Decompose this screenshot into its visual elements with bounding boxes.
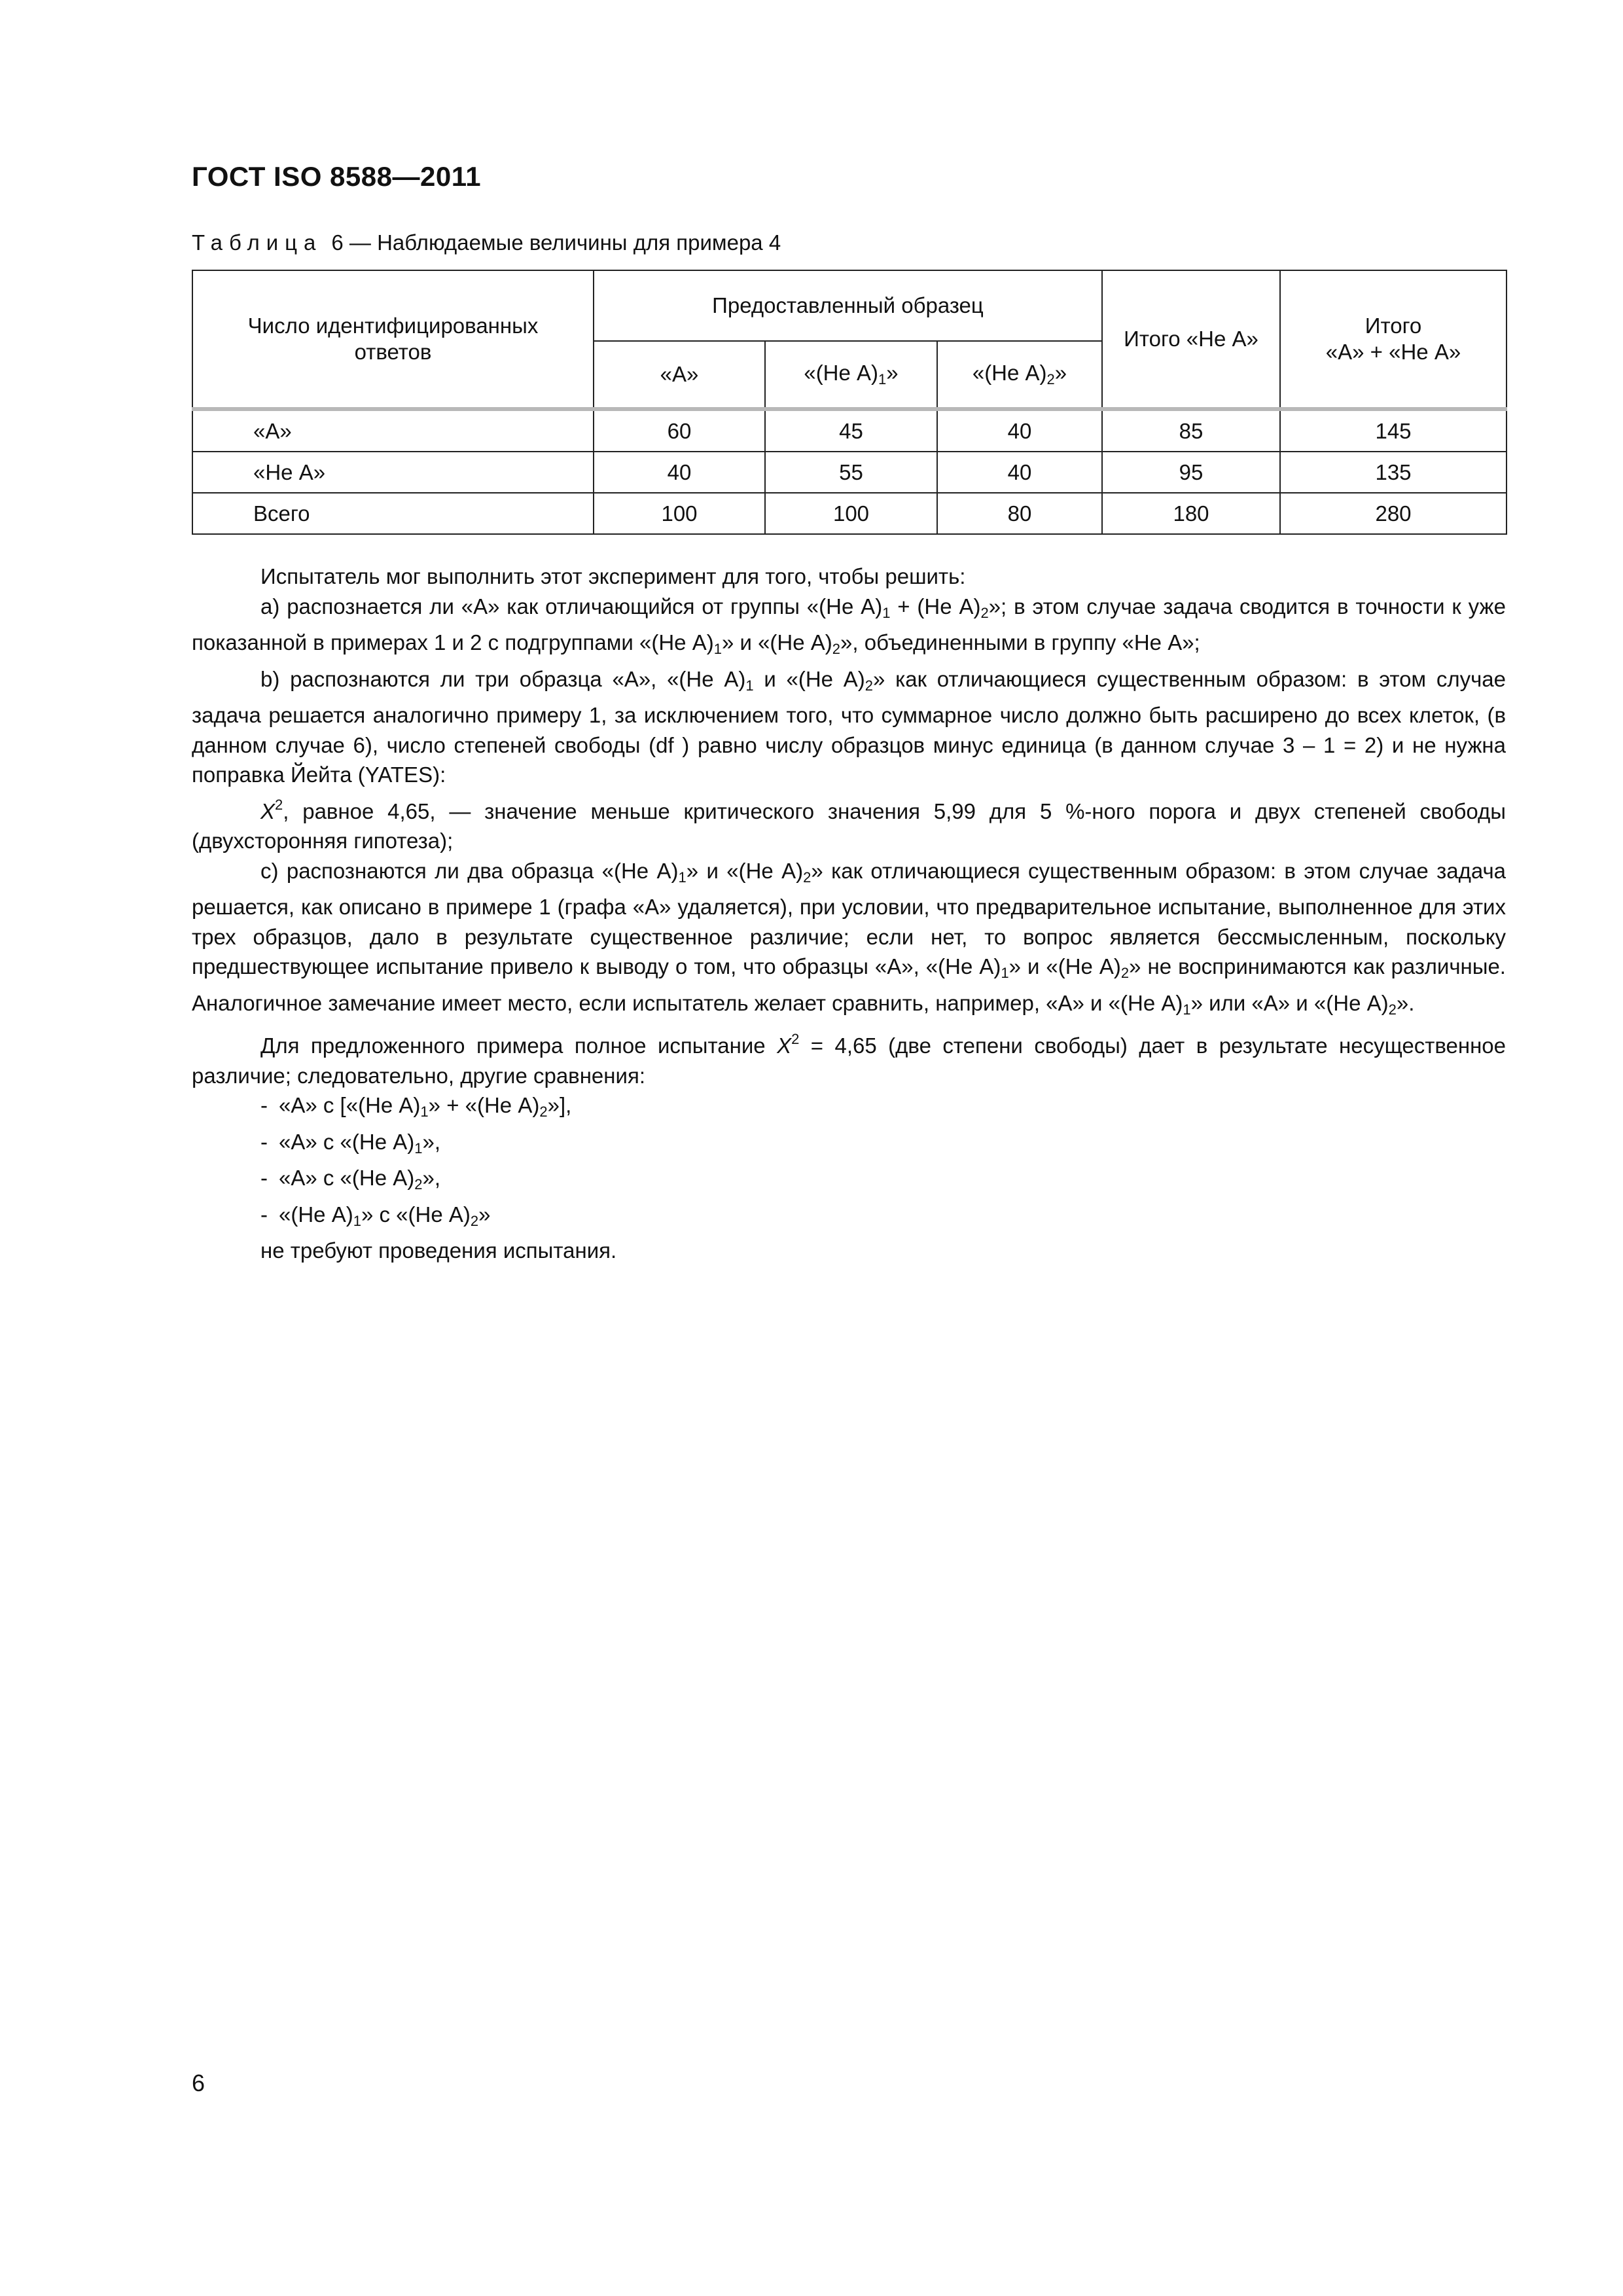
text-run: ». [1396,990,1415,1015]
total-all-header-line2: «А» + «Не А» [1325,340,1461,364]
table-cell: 55 [765,452,937,493]
table-row [192,409,1507,452]
col-not-a1-close: » [886,361,899,386]
text-run: » не воспринимаются как различные. Аналогичное замечание имеет место, если испытатель желает сравнить, например, «А» и «(Не А) [192,954,1506,1015]
text-run: » с «(Не А) [361,1202,471,1227]
list-item [192,1090,1506,1127]
col-not-a1-header [765,341,937,409]
text-run: Для предложенного примера полное испытание [260,1033,777,1058]
superscript: 2 [791,1031,800,1047]
subscript: 2 [470,1212,479,1229]
list-dash: - [260,1202,268,1227]
text-run: » как отличающиеся существенным образом: в этом случае задача решается, как описано в примере 1 (графа «А» удаляется), при условии, что предварительное испытание, выполненное для этих трех образцов, дало в результате существенное различие; если нет, то вопрос является бессмысленным, поскольку предшествующее испытание привело к выводу о том, что образцы «А», «(Не А) [192,858,1506,978]
text-run: » или «А» и «(Не А) [1190,990,1389,1015]
text-run: b) распознаются ли три образца «А», «(Не А) [260,666,746,691]
text-run: »; в этом случае задача сводится в точности к уже показанной в примерах 1 и 2 с подгруппами «(Не А) [192,594,1506,655]
table-row [192,493,1507,534]
text-run: c) распознаются ли два образца «(Не А) [260,858,679,883]
text-run: a) распознается ли «А» как отличающийся от группы «(Не А) [260,594,883,619]
table-cell: 45 [765,409,937,452]
table-cell: 80 [937,493,1102,534]
table-cell: 95 [1102,452,1280,493]
list-item [192,1200,1506,1236]
row-label: «А» [192,409,594,452]
page-number: 6 [192,2070,205,2096]
subscript: 1 [882,604,891,621]
text-run: » и «(Не А) [686,858,804,883]
list-dash: - [260,1129,268,1154]
body-text [192,562,1506,1266]
text-run: и «(Не А) [753,666,865,691]
text-run: », [422,1166,441,1190]
subscript: 2 [1120,965,1130,981]
text-run: , равное 4,65, — значение меньше критического значения 5,99 для 5 %-ного порога и двух степеней свободы (двухсторонняя гипотеза); [192,798,1506,853]
text-run: = 4,65 (две степени свободы) дает в результате несущественное различие; следовательно, другие сравнения: [192,1033,1506,1088]
text-run: «А» с [«(Не А) [279,1093,421,1117]
col-not-a2-header [937,341,1102,409]
subscript: 1 [353,1212,361,1229]
list-item [192,1163,1506,1200]
item-b-paragraph [192,664,1506,790]
col-not-a1-text: «(Не А) [804,361,879,386]
table-cell: 135 [1280,452,1507,493]
text-run: + (Не А) [890,594,981,619]
list-dash: - [260,1166,268,1190]
subscript: 1 [1183,1001,1191,1018]
table-cell: 40 [937,452,1102,493]
col-not-a2-close: » [1054,361,1067,386]
subscript: 2 [1388,1001,1397,1018]
comparison-list [192,1090,1506,1236]
item-a-paragraph [192,592,1506,664]
table-cell: 40 [594,452,765,493]
table-cell: 40 [937,409,1102,452]
text-run: «(Не А) [279,1202,353,1227]
table-cell: 280 [1280,493,1507,534]
table-caption [192,230,781,255]
text-run: », [422,1129,441,1154]
subscript: 2 [980,604,989,621]
chi-symbol: X [777,1033,792,1058]
text-run: » и «(Не А) [721,630,832,655]
table-cell: 100 [765,493,937,534]
col-not-a2-text: «(Не А) [972,361,1047,386]
text-run: »], [547,1093,572,1117]
text-run: » + «(Не А) [428,1093,540,1117]
table-cell: 180 [1102,493,1280,534]
col-a-header: «А» [594,341,765,409]
subscript: 1 [420,1103,429,1120]
text-run: », объединенными в группу «Не А»; [840,630,1200,655]
subscript: 2 [539,1103,548,1120]
text-run: «А» с «(Не А) [279,1129,415,1154]
subscript: 2 [832,641,841,657]
list-item [192,1127,1506,1164]
table-cell: 60 [594,409,765,452]
text-run: » и «(Не А) [1008,954,1121,978]
text-run: «А» с «(Не А) [279,1166,415,1190]
text-run: » как отличающиеся существенным образом: в этом случае задача решается аналогично примеру 1, за исключением того, что суммарное число должно быть расширено до всех клеток, (в данном случае 6), число степеней свободы (df ) равно числу образцов минус единица (в данном случае 3 – 1 = 2) и не нужна поправка Йейта (YATES): [192,666,1506,787]
total-not-a-header: Итого «Не А» [1102,270,1280,409]
group-header-cell: Предоставленный образец [594,270,1102,341]
subscript: 1 [1001,965,1009,981]
total-all-header [1280,270,1507,409]
row-header-cell: Число идентифицированных ответов [192,270,594,409]
row-label: Всего [192,493,594,534]
table-caption-title: 6 — Наблюдаемые величины для примера 4 [331,230,781,255]
chi-symbol: X [260,798,276,823]
total-all-header-line1: Итого [1364,314,1422,338]
subscript: 1 [745,677,754,694]
table-caption-word: Таблица [192,230,323,255]
superscript: 2 [275,796,283,813]
col-not-a2-sub: 2 [1046,371,1055,388]
closing-line: не требуют проведения испытания. [260,1238,617,1263]
conclusion-paragraph [192,1024,1506,1090]
table-cell: 100 [594,493,765,534]
intro-paragraph: Испытатель мог выполнить этот эксперимент для того, чтобы решить: [260,564,966,588]
subscript: 1 [414,1139,423,1157]
observed-values-table [192,270,1507,535]
col-not-a1-sub: 1 [878,371,887,388]
table-cell: 85 [1102,409,1280,452]
subscript: 2 [865,677,873,694]
table-row [192,452,1507,493]
subscript: 1 [678,869,687,886]
subscript: 2 [803,869,812,886]
subscript: 1 [713,641,722,657]
text-run: » [478,1202,491,1227]
subscript: 2 [414,1176,423,1193]
list-dash: - [260,1093,268,1117]
chi-square-paragraph [192,790,1506,856]
document-code: ГОСТ ISO 8588—2011 [192,161,482,192]
row-label: «Не А» [192,452,594,493]
table-cell: 145 [1280,409,1507,452]
item-c-paragraph [192,856,1506,1025]
